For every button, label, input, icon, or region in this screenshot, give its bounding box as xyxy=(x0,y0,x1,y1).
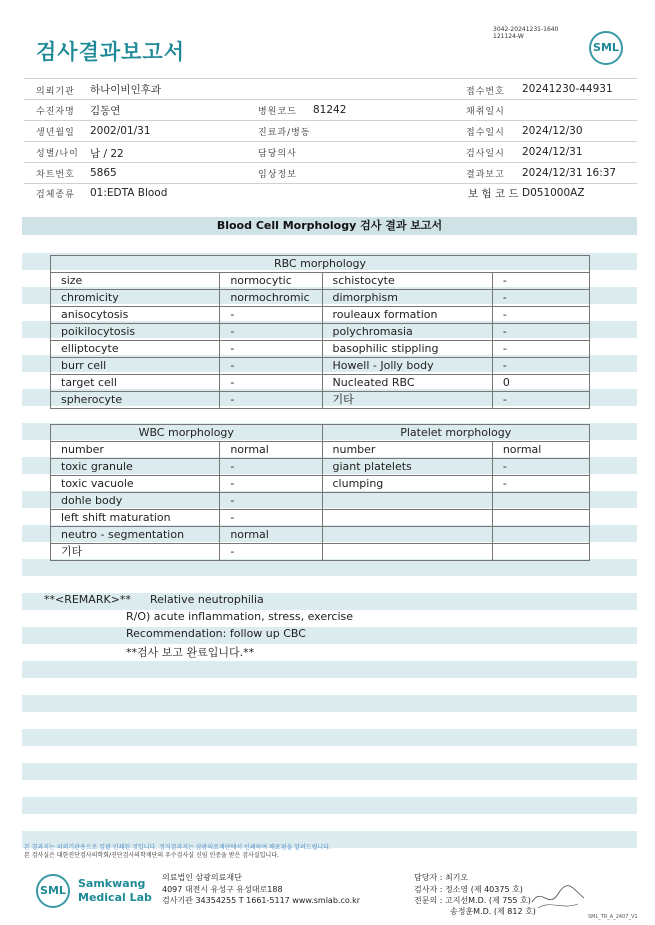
brand-name: Samkwang xyxy=(78,877,146,890)
rbc-item-result: - xyxy=(220,358,322,375)
table-row xyxy=(51,273,590,290)
rbc-item-name: Howell - Jolly body xyxy=(322,358,492,375)
stripe xyxy=(22,797,637,814)
wbc-item-result: normal xyxy=(220,442,322,459)
platelet-table-title: Platelet morphology xyxy=(322,425,590,442)
rbc-item-result: - xyxy=(492,273,589,290)
rbc-item-name: burr cell xyxy=(51,358,220,375)
dob-value: 2002/01/31 xyxy=(90,125,151,137)
platelet-item-result xyxy=(492,527,589,544)
rbc-table-title: RBC morphology xyxy=(51,256,590,273)
wbc-item-name: toxic granule xyxy=(51,459,220,476)
rbc-item-result: - xyxy=(492,290,589,307)
clinical-info-label: 임상정보 xyxy=(258,170,297,180)
platelet-item-result: - xyxy=(492,476,589,493)
institution-label: 의뢰기관 xyxy=(36,87,75,97)
collect-label: 채취일시 xyxy=(466,107,505,117)
remark-line: **검사 보고 완료입니다.** xyxy=(126,646,255,659)
institution-value: 하나이비인후과 xyxy=(90,84,162,96)
table-row xyxy=(51,290,590,307)
table-row xyxy=(51,459,590,476)
table-row xyxy=(51,324,590,341)
specimen-value: 01:EDTA Blood xyxy=(90,187,168,199)
rbc-item-result: - xyxy=(220,307,322,324)
page-title: 검사결과보고서 xyxy=(36,40,186,64)
rbc-item-result: - xyxy=(220,375,322,392)
receipt-no-value: 20241230-44931 xyxy=(522,83,613,95)
rbc-item-result: - xyxy=(492,392,589,409)
receipt-date-value: 2024/12/30 xyxy=(522,125,583,137)
remark-line: R/O) acute inflammation, stress, exercise xyxy=(126,610,354,623)
org-name: 의료법인 삼광의료재단 xyxy=(162,873,242,882)
test-date-label: 검사일시 xyxy=(466,149,505,159)
rbc-item-name: size xyxy=(51,273,220,290)
wbc-item-name: dohle body xyxy=(51,493,220,510)
name-label: 수진자명 xyxy=(36,107,75,117)
table-row xyxy=(51,358,590,375)
chart-no-label: 차트번호 xyxy=(36,170,75,180)
wbc-item-name: number xyxy=(51,442,220,459)
specialist: 전문의 : 고지선M.D. (제 755 호) xyxy=(414,896,531,905)
chart-no-value: 5865 xyxy=(90,167,117,179)
platelet-item-name: giant platelets xyxy=(322,459,492,476)
rbc-item-name: target cell xyxy=(51,375,220,392)
divider xyxy=(24,120,637,121)
platelet-item-name: number xyxy=(322,442,492,459)
report-date-label: 결과보고 xyxy=(466,170,505,180)
wbc-item-name: 기타 xyxy=(51,544,220,561)
rbc-item-name: Nucleated RBC xyxy=(322,375,492,392)
rbc-item-result: normochromic xyxy=(220,290,322,307)
table-row xyxy=(51,544,590,561)
dob-label: 생년월일 xyxy=(36,128,75,138)
stripe xyxy=(22,763,637,780)
rbc-item-result: - xyxy=(220,324,322,341)
report-title-bar: Blood Cell Morphology 검사 결과 보고서 xyxy=(22,217,637,235)
receipt-date-label: 접수일시 xyxy=(466,128,505,138)
sex-age-label: 성별/나이 xyxy=(36,149,79,159)
table-row xyxy=(51,527,590,544)
document-code-suffix: 121124-W xyxy=(493,33,524,40)
rbc-item-name: dimorphism xyxy=(322,290,492,307)
org-contact: 검사기관 34354255 T 1661-5117 www.smlab.co.kr xyxy=(162,896,361,905)
wbc-item-name: left shift maturation xyxy=(51,510,220,527)
divider xyxy=(24,78,637,79)
footer-note: 본 결과지는 의뢰기관용으로 일괄 인쇄된 것입니다. 정식결과지는 삼광의료재단에서 인쇄하여 배포됨을 알려드립니다. xyxy=(24,844,331,851)
rbc-morphology-table xyxy=(50,255,590,409)
wbc-platelet-table xyxy=(50,424,590,561)
rbc-item-name: spherocyte xyxy=(51,392,220,409)
table-row xyxy=(51,392,590,409)
platelet-item-result xyxy=(492,544,589,561)
table-row xyxy=(51,341,590,358)
divider xyxy=(24,141,637,142)
wbc-item-result: - xyxy=(220,544,322,561)
table-row xyxy=(51,510,590,527)
platelet-item-result: - xyxy=(492,459,589,476)
doctor-label: 담당의사 xyxy=(258,149,297,159)
signature-mark xyxy=(528,880,588,914)
wbc-item-name: toxic vacuole xyxy=(51,476,220,493)
rbc-item-result: - xyxy=(492,358,589,375)
rbc-item-name: elliptocyte xyxy=(51,341,220,358)
rbc-item-name: anisocytosis xyxy=(51,307,220,324)
stripe xyxy=(22,627,637,644)
wbc-item-result: - xyxy=(220,459,322,476)
rbc-item-result: - xyxy=(220,341,322,358)
remark-line: Relative neutrophilia xyxy=(150,593,264,606)
rbc-item-result: 0 xyxy=(492,375,589,392)
rbc-item-name: basophilic stippling xyxy=(322,341,492,358)
name-value: 김동연 xyxy=(90,105,121,117)
platelet-item-name xyxy=(322,493,492,510)
sml-footer-logo: SML xyxy=(36,874,70,908)
footer-note: 본 검사실은 대한진단검사의학회/진단검사의학재단의 우수검사실 신임 인증을 받은 검사실입니다. xyxy=(24,852,279,859)
rbc-item-name: polychromasia xyxy=(322,324,492,341)
table-row xyxy=(51,442,590,459)
platelet-item-result xyxy=(492,510,589,527)
insurance-code-label: 보 험 코 드 xyxy=(468,188,519,200)
test-date-value: 2024/12/31 xyxy=(522,146,583,158)
rbc-item-name: poikilocytosis xyxy=(51,324,220,341)
rbc-item-result: normocytic xyxy=(220,273,322,290)
rbc-item-name: chromicity xyxy=(51,290,220,307)
wbc-table-title: WBC morphology xyxy=(51,425,323,442)
stripe xyxy=(22,695,637,712)
rbc-item-name: schistocyte xyxy=(322,273,492,290)
org-address: 4097 대전시 유성구 유성대로188 xyxy=(162,885,283,894)
rbc-item-name: 기타 xyxy=(322,392,492,409)
divider xyxy=(24,183,637,184)
wbc-item-name: neutro - segmentation xyxy=(51,527,220,544)
wbc-item-result: - xyxy=(220,476,322,493)
ward-code-value: 81242 xyxy=(313,104,347,116)
rbc-item-result: - xyxy=(220,392,322,409)
sml-logo: SML xyxy=(589,31,623,65)
remark-line: Recommendation: follow up CBC xyxy=(126,627,306,640)
brand-subname: Medical Lab xyxy=(78,891,152,904)
insurance-code-value: D051000AZ xyxy=(522,187,585,199)
report-date-value: 2024/12/31 16:37 xyxy=(522,167,617,179)
stripe xyxy=(22,661,637,678)
rbc-item-name: rouleaux formation xyxy=(322,307,492,324)
table-row xyxy=(51,375,590,392)
wbc-item-result: - xyxy=(220,510,322,527)
remark-label: **<REMARK>** xyxy=(44,593,131,606)
platelet-item-name xyxy=(322,527,492,544)
platelet-item-name xyxy=(322,510,492,527)
table-row xyxy=(51,476,590,493)
specimen-label: 검체종류 xyxy=(36,190,75,200)
divider xyxy=(24,162,637,163)
form-code: SML_TR_A_2407_V1 xyxy=(588,914,638,920)
stripe xyxy=(22,559,637,576)
manager: 담당자 : 최기오 xyxy=(414,873,469,882)
rbc-item-result: - xyxy=(492,324,589,341)
platelet-item-name xyxy=(322,544,492,561)
tester: 검사자 : 정소영 (제 40375 호) xyxy=(414,885,523,894)
dept-label: 진료과/병동 xyxy=(258,128,311,138)
table-row xyxy=(51,493,590,510)
platelet-item-name: clumping xyxy=(322,476,492,493)
divider xyxy=(24,99,637,100)
document-code: 3042-20241231-1640 xyxy=(493,26,559,33)
rbc-item-result: - xyxy=(492,341,589,358)
wbc-item-result: normal xyxy=(220,527,322,544)
receipt-no-label: 접수번호 xyxy=(466,87,505,97)
stripe xyxy=(22,729,637,746)
rbc-item-result: - xyxy=(492,307,589,324)
wbc-item-result: - xyxy=(220,493,322,510)
specialist: 송정훈M.D. (제 812 호) xyxy=(450,907,536,916)
platelet-item-result: normal xyxy=(492,442,589,459)
ward-code-label: 병원코드 xyxy=(258,107,297,117)
sex-age-value: 남 / 22 xyxy=(90,148,124,160)
table-row xyxy=(51,307,590,324)
platelet-item-result xyxy=(492,493,589,510)
